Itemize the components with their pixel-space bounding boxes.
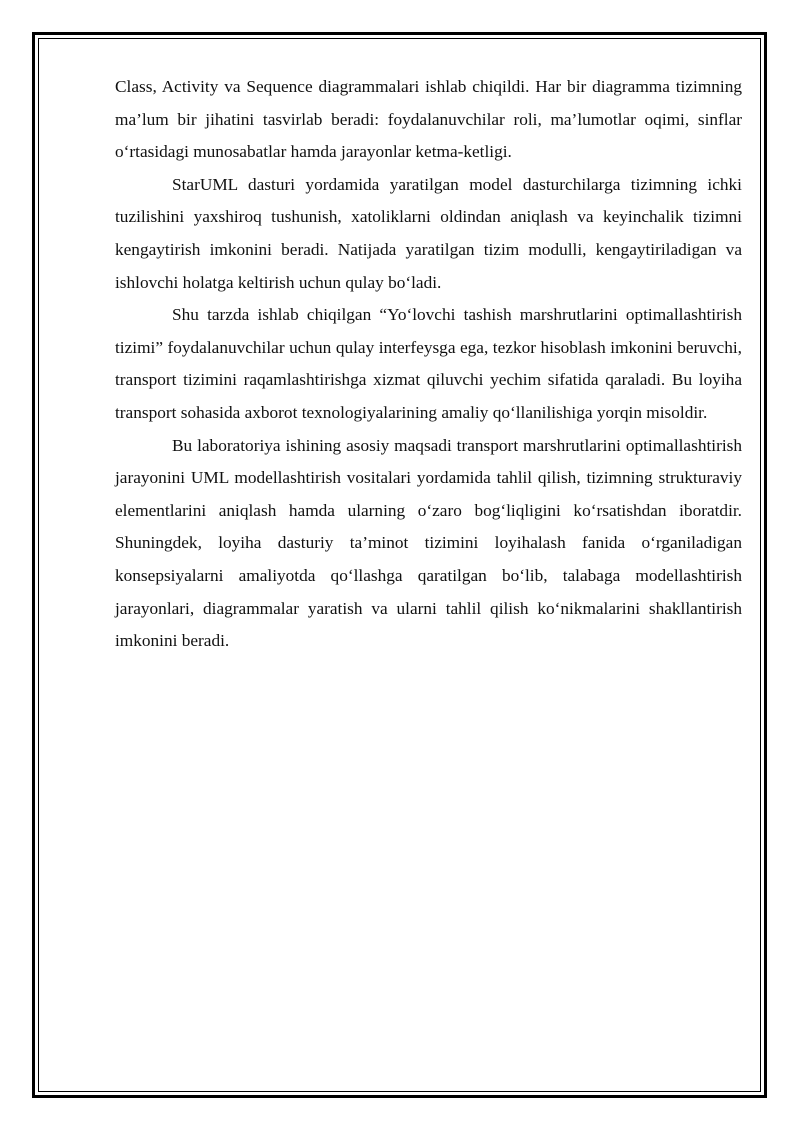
- paragraph-system-description: Shu tarzda ishlab chiqilgan “Yo‘lovchi tashish marshrutlarini optimallashtirish tizimi” foydalanuvchilar uchun qulay interfeysga ega, tezkor hisoblash imkonini beruvchi, transport tizimini raqamlashtirishga xizmat qiluvchi yechim sifatida qaraladi. Bu loyiha transport sohasida axborot texnologiyalarining amaliy qo‘llanilishiga yorqin misoldir.: [115, 305, 742, 422]
- paragraph-staruml-model: StarUML dasturi yordamida yaratilgan model dasturchilarga tizimning ichki tuzilishini yaxshiroq tushunish, xatoliklarni oldindan aniqlash va keyinchalik tizimni kengaytirish imkonini beradi. Natijada yaratilgan tizim modulli, kengaytiriladigan va ishlovchi holatga keltirish uchun qulay bo‘ladi.: [115, 174, 742, 292]
- paragraph-lab-goal: Bu laboratoriya ishining asosiy maqsadi transport marshrutlarini optimallashtirish jarayonini UML modellashtirish vositalari yordamida tahlil qilish, tizimning strukturaviy elementlarini aniqlash hamda ularning o‘zaro bog‘liqligini ko‘rsatishdan iboratdir. Shuningdek, loyiha dasturiy ta’minot tizimini loyihalash fanida o‘rganiladigan konsepsiyalarni amaliyotda qo‘llashga qaratilgan bo‘lib, talabaga modellashtirish jarayonlari, diagrammalar yaratish va ularni tahlil qilish ko‘nikmalarini shakllantirish imkonini beradi.: [115, 435, 742, 651]
- document-body: [115, 71, 742, 658]
- paragraph-diagrams-summary: Class, Activity va Sequence diagrammalari ishlab chiqildi. Har bir diagramma tizimning ma’lum bir jihatini tasvirlab beradi: foydalanuvchilar roli, ma’lumotlar oqimi, sinflar o‘rtasidagi munosabatlar hamda jarayonlar ketma-ketligi.: [115, 77, 742, 162]
